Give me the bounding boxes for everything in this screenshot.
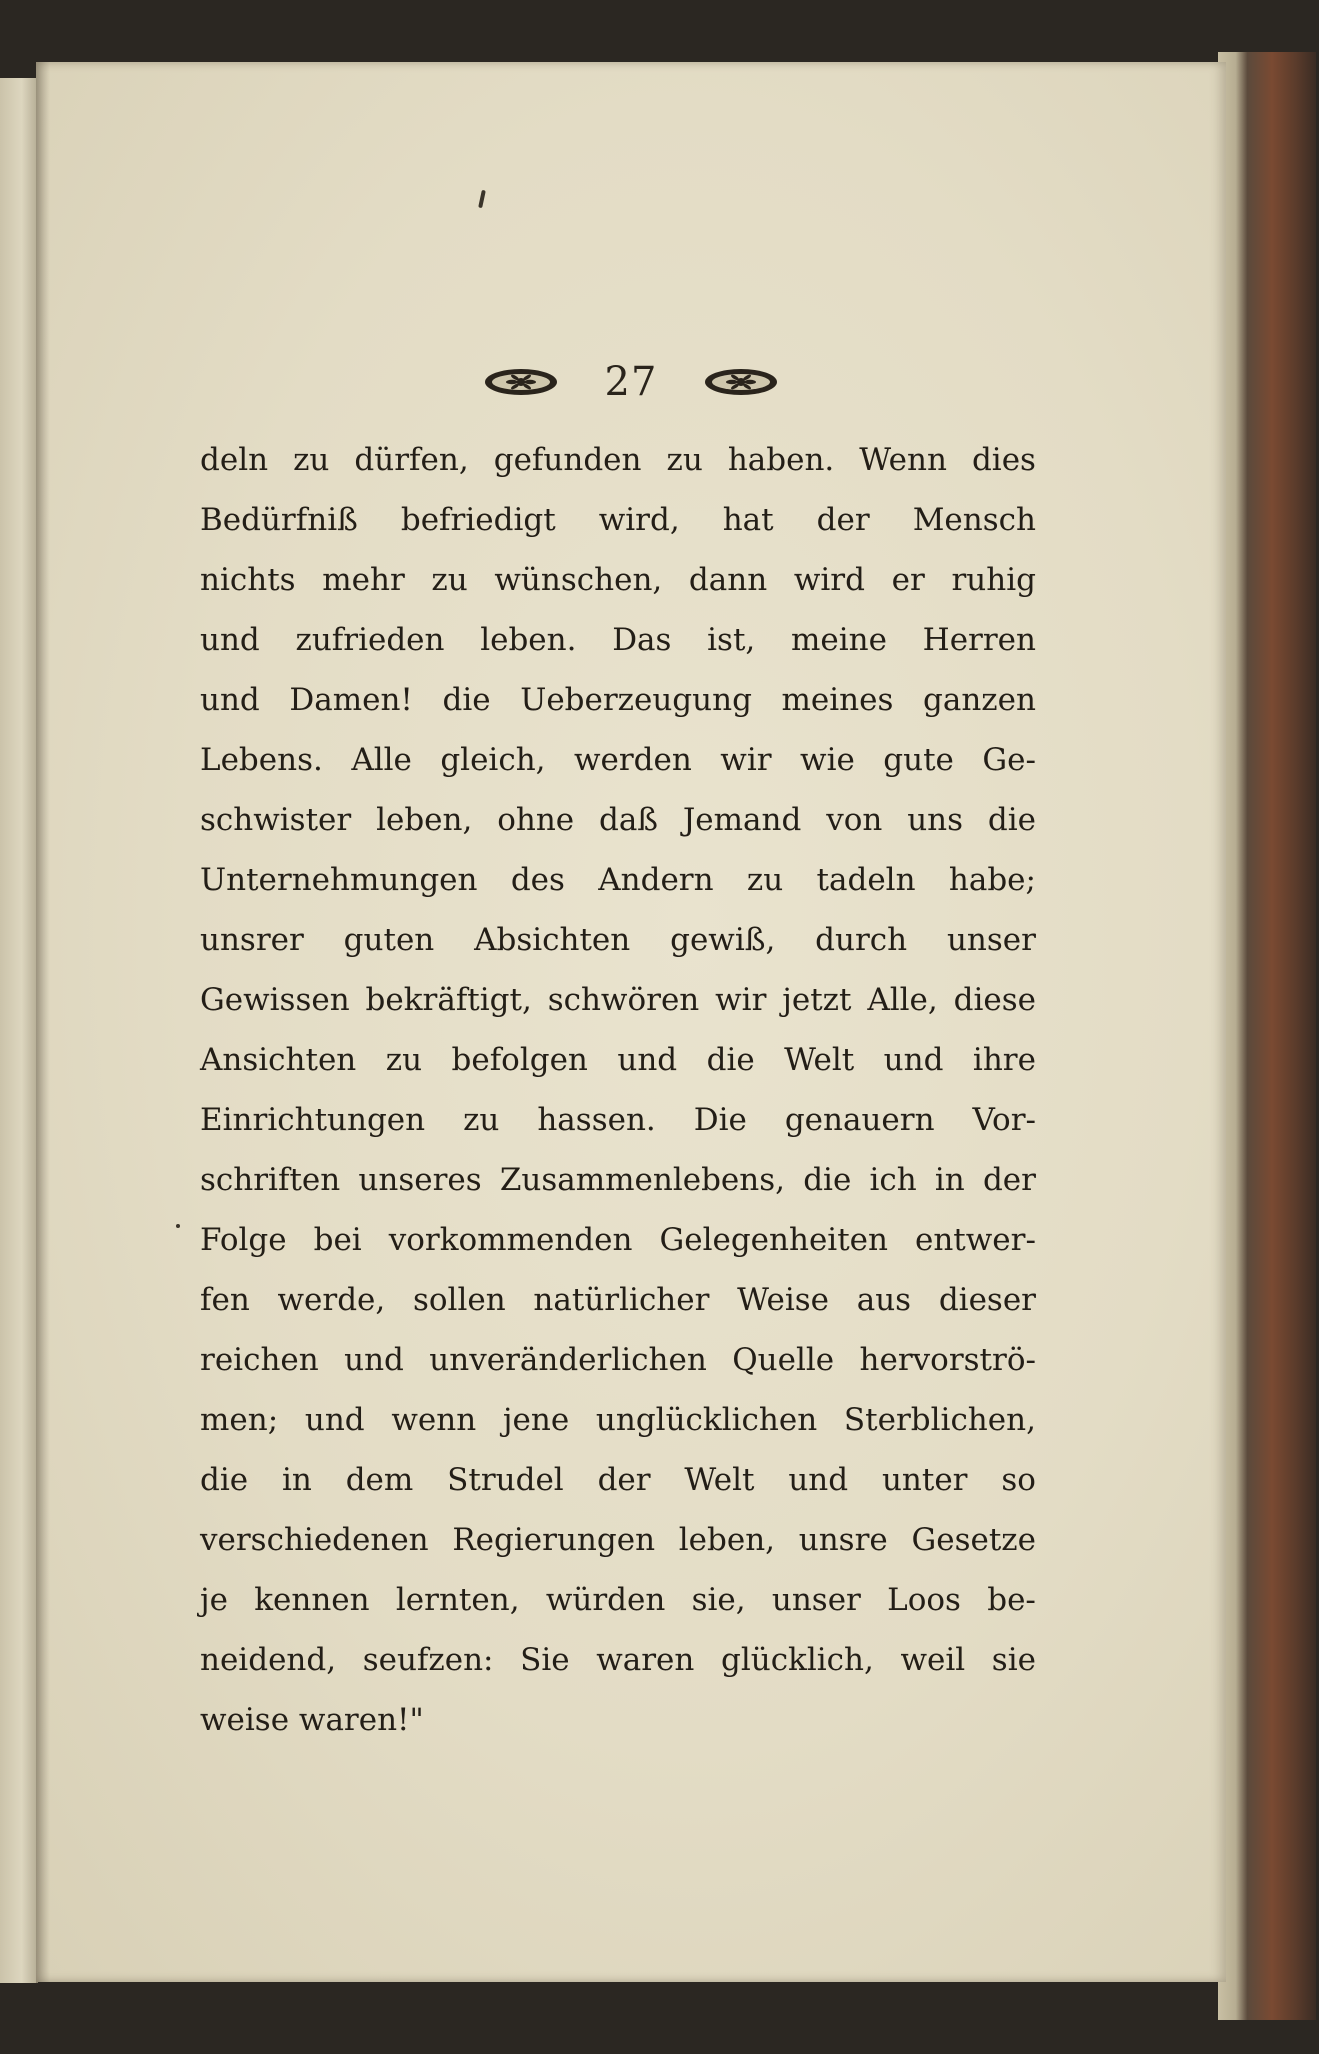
book-page [36,62,1226,1982]
text-line: schriften unseres Zusammenlebens, die ich in der [200,1162,1036,1198]
text-line: Bedürfniß befriedigt wird, hat der Mensch [200,502,1036,538]
text-line: verschiedenen Regierungen leben, unsre Gesetze [200,1522,1036,1558]
text-line: Lebens. Alle gleich, werden wir wie gute Ge- [200,742,1036,778]
text-line: und zufrieden leben. Das ist, meine Herren [200,622,1036,658]
text-line: Gewissen bekräftigt, schwören wir jetzt Alle, diese [200,982,1036,1018]
text-line: und Damen! die Ueberzeugung meines ganzen [200,682,1036,718]
text-line: fen werde, sollen natürlicher Weise aus dieser [200,1282,1036,1318]
text-line: reichen und unveränderlichen Quelle hervorströ- [200,1342,1036,1378]
text-line: deln zu dürfen, gefunden zu haben. Wenn dies [200,442,1036,478]
text-line: weise waren!" [200,1702,424,1738]
rosette-ornament-icon [483,367,559,397]
text-line: unsrer guten Absichten gewiß, durch unser [200,922,1036,958]
text-line: die in dem Strudel der Welt und unter so [200,1462,1036,1498]
page-number: 27 [604,359,658,405]
text-line: je kennen lernten, würden sie, unser Loos be- [200,1582,1036,1618]
previous-page-edge [0,78,38,1983]
ink-speck [478,190,486,208]
body-text [200,442,1036,1762]
text-line: Ansichten zu befolgen und die Welt und ihre [200,1042,1036,1078]
text-line: schwister leben, ohne daß Jemand von uns die [200,802,1036,838]
text-line: nichts mehr zu wünschen, dann wird er ruhig [200,562,1036,598]
page-header [36,352,1226,412]
text-line: Folge bei vorkommenden Gelegenheiten entwer- [200,1222,1036,1258]
book-fore-edge [1218,52,1316,2020]
text-line: Einrichtungen zu hassen. Die genauern Vor- [200,1102,1036,1138]
gutter-shadow [36,62,50,1982]
text-line: men; und wenn jene unglücklichen Sterblichen, [200,1402,1036,1438]
text-line: Unternehmungen des Andern zu tadeln habe; [200,862,1036,898]
text-line: neidend, seufzen: Sie waren glücklich, weil sie [200,1642,1036,1678]
rosette-ornament-icon [703,367,779,397]
ink-speck [176,1224,180,1228]
